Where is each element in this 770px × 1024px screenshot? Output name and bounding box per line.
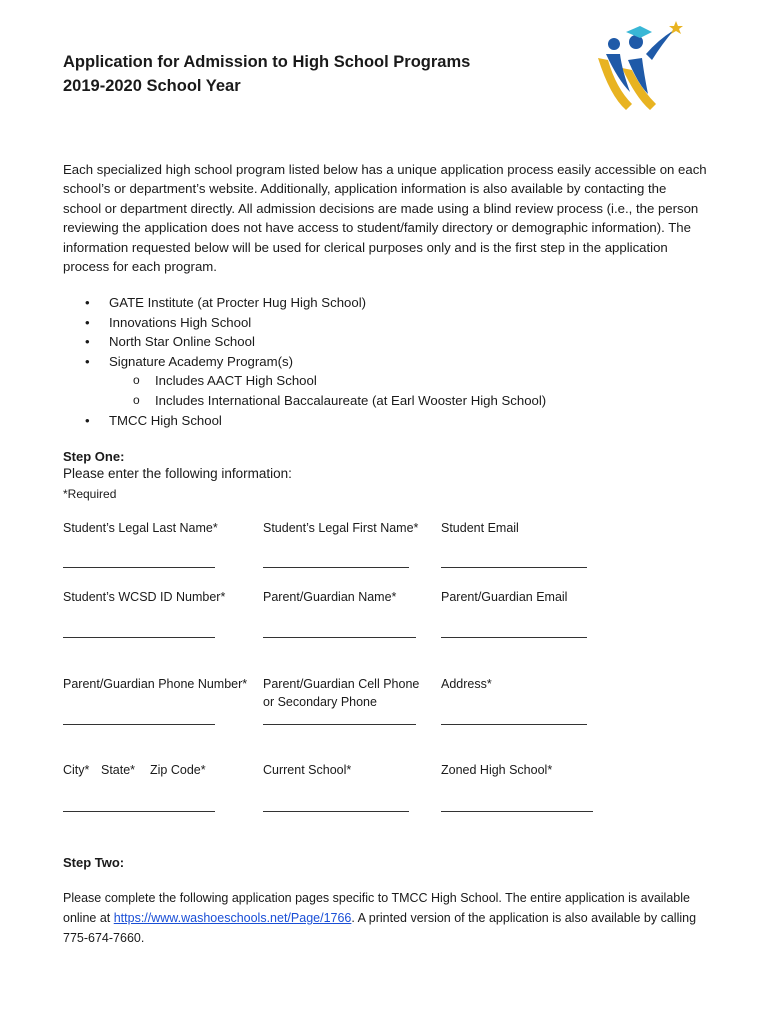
page-title [63,50,470,98]
list-item-label: Signature Academy Program(s) [109,353,293,369]
application-link[interactable]: https://www.washoeschools.net/Page/1766 [113,911,352,925]
program-list [63,293,546,430]
guardian-email-label: Parent/Guardian Email [441,590,568,604]
title-line-2: 2019-2020 School Year [63,77,241,95]
first-name-field[interactable] [263,567,409,568]
guardian-phone-label: Parent/Guardian Phone Number* [63,677,248,691]
current-school-label: Current School* [263,763,352,777]
required-note: *Required [63,487,117,501]
guardian-cell-field[interactable] [263,724,416,725]
wcsd-id-label: Student’s WCSD ID Number* [63,590,226,604]
intro-paragraph: Each specialized high school program listed below has a unique application process easily accessible on each school’s or department’s website. Additionally, application information is also available by contacting the school or department directly. All admission decisions are made using a blind review process (i.e., the person reviewing the application does not have access to student/family directory or demographic information). The information requested below will be used for clerical purposes only and is the first step in the application process for each program. [63,162,707,275]
current-school-field[interactable] [263,811,409,812]
state-label: State* [101,763,136,777]
first-name-label: Student’s Legal First Name* [263,521,419,535]
step-two-heading: Step Two: [63,855,125,870]
zip-label: Zip Code* [150,763,206,777]
address-label: Address* [441,677,492,691]
step-one-heading: Step One: [63,449,125,464]
step-two-paragraph: Please complete the following application pages specific to TMCC High School. The entire application is available online at https://www.washoeschools.net/Page/1766. A printed version of the application is also available by calling 775-674-7660. [63,891,697,945]
graduate-logo-icon [592,18,686,114]
list-item [63,352,546,411]
address-field[interactable] [441,724,587,725]
step-one-instruction: Please enter the following information: [63,466,292,481]
sub-program-list [109,371,546,410]
guardian-phone-field[interactable] [63,724,215,725]
student-email-label: Student Email [441,521,519,535]
list-item: • Innovations High School [63,313,546,333]
title-line-1: Application for Admission to High School Programs [63,53,471,71]
list-item: • GATE Institute (at Procter Hug High School) [63,293,546,313]
list-item: • North Star Online School [63,332,546,352]
last-name-field[interactable] [63,567,215,568]
guardian-email-field[interactable] [441,637,587,638]
guardian-name-label: Parent/Guardian Name* [263,590,397,604]
guardian-name-field[interactable] [263,637,416,638]
list-item: • TMCC High School [63,411,546,431]
sub-list-item: o Includes AACT High School [109,371,546,391]
last-name-label: Student’s Legal Last Name* [63,521,218,535]
guardian-cell-label: Parent/Guardian Cell Phone or Secondary Phone [263,677,420,709]
city-label: City* [63,763,90,777]
sub-list-item: o Includes International Baccalaureate (at Earl Wooster High School) [109,391,546,411]
zoned-school-field[interactable] [441,811,593,812]
zoned-school-label: Zoned High School* [441,763,553,777]
student-email-field[interactable] [441,567,587,568]
city-state-zip-field[interactable] [63,811,215,812]
wcsd-id-field[interactable] [63,637,215,638]
